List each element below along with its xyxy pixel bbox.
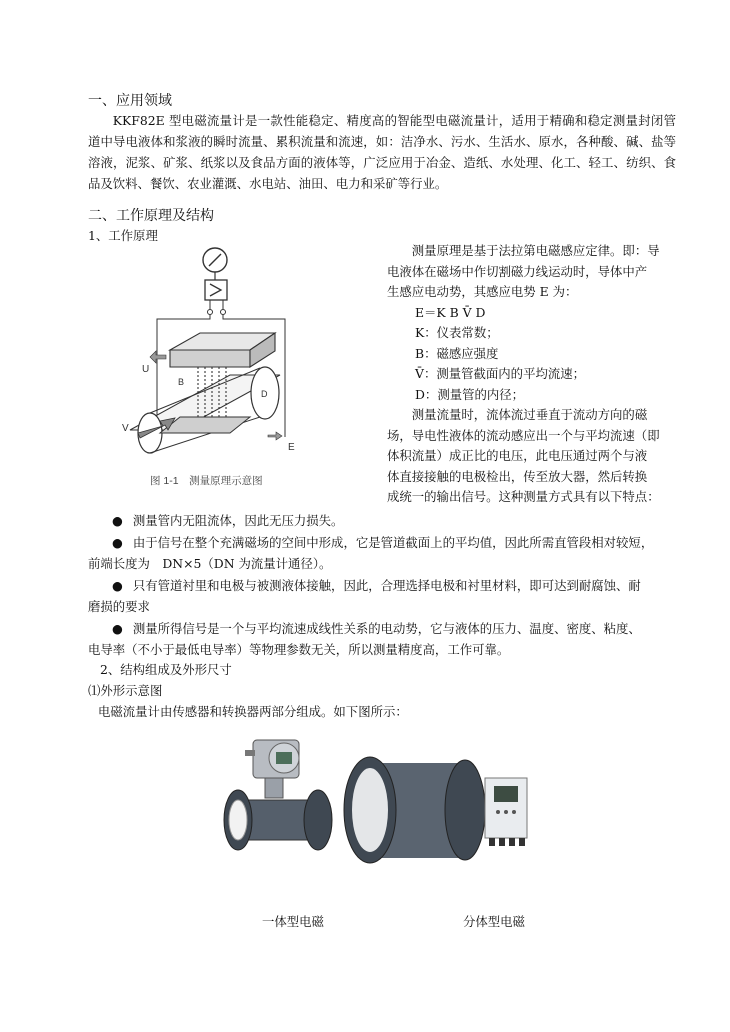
product-photos-svg xyxy=(210,728,540,878)
bullet-icon: ● xyxy=(112,534,123,550)
section-2-heading: 二、工作原理及结构 xyxy=(88,208,214,224)
converter-icon xyxy=(485,778,527,846)
remote-sensor-icon xyxy=(344,757,485,863)
list-item-cont: 电导率（不小于最低电导率）等物理参数无关，所以测量精度高，工作可靠。 xyxy=(88,642,510,657)
label-u: U xyxy=(142,364,150,375)
caption-integrated: 一体型电磁 xyxy=(262,914,324,929)
measure-line: 场，导电性液体的流动感应出一个与平均流速（即 xyxy=(387,427,660,443)
principle-text xyxy=(387,241,677,508)
measure-line: 体积流量）成正比的电压，此电压通过两个与液 xyxy=(387,448,648,463)
list-item: ● 测量所得信号是一个与平均流速成线性关系的电动势，它与液体的压力、温度、密度、粘度、 xyxy=(88,618,678,640)
feature-list xyxy=(88,510,678,661)
label-v: V xyxy=(122,423,129,434)
product-photos xyxy=(210,728,540,878)
bullet-icon: ● xyxy=(112,577,123,593)
subheading-working-principle: 1、工作原理 xyxy=(88,228,158,243)
structure-text: 电磁流量计由传感器和转换器两部分组成。如下图所示： xyxy=(98,704,408,719)
definition-v: V̄：测量管截面内的平均流速； xyxy=(415,366,586,381)
measure-line: 成统一的输出信号。这种测量方式具有以下特点： xyxy=(387,489,660,504)
principle-line: 测量原理是基于法拉第电磁感应定律。即：导 xyxy=(411,243,660,258)
principle-diagram xyxy=(110,245,380,490)
caption-remote: 分体型电磁 xyxy=(463,914,525,929)
principle-diagram-svg xyxy=(110,245,380,490)
integrated-flowmeter-icon xyxy=(224,740,332,850)
list-item-cont: 前端长度为 DN×5（DN 为流量计通径）。 xyxy=(88,556,332,571)
subheading-outline: ⑴外形示意图 xyxy=(88,683,163,698)
figure-caption: 图 1-1 测量原理示意图 xyxy=(150,475,263,487)
subheading-structure: 2、结构组成及外形尺寸 xyxy=(100,662,232,677)
list-item-cont: 磨损的要求 xyxy=(88,599,150,614)
section-1-heading: 一、应用领域 xyxy=(88,93,172,109)
label-b: B xyxy=(178,377,185,387)
list-item: ● 由于信号在整个充满磁场的空间中形成，它是管道截面上的平均值，因此所需直管段相对较短， xyxy=(88,532,678,554)
formula: E＝K B V̄ D xyxy=(415,304,486,320)
measure-line: 体直接接触的电极检出，传至放大器，然后转换 xyxy=(387,468,648,484)
principle-line: 电液体在磁场中作切割磁力线运动时，导体中产 xyxy=(387,263,648,279)
principle-line: 生感应电动势，其感应电势 E 为： xyxy=(387,284,578,299)
definition-k: K：仪表常数； xyxy=(415,325,499,340)
label-d: D xyxy=(261,389,268,399)
amplifier-icon xyxy=(205,280,227,300)
definition-b: B：磁感应强度 xyxy=(415,345,499,361)
measure-line: 测量流量时，流体流过垂直于流动方向的磁 xyxy=(411,407,648,422)
section-1-paragraph: KKF82E 型电磁流量计是一款性能稳定、精度高的智能型电磁流量计，适用于精确和稳定测量封闭管道中导电液体和浆液的瞬时流量、累积流量和流速，如：洁净水、污水、生活水、原水，各种酸、碱、盐等溶液，泥浆、矿浆、纸浆以及食品方面的液体等，广泛应用于冶金、造纸、水处理、化工、轻工、纺织、食品及饮料、餐饮、农业灌溉、水电站、油田、电力和采矿等行业。 xyxy=(88,113,676,191)
list-item: ● 只有管道衬里和电极与被测液体接触，因此，合理选择电极和衬里材料，即可达到耐腐蚀、耐 xyxy=(88,575,678,597)
definition-d: D：测量管的内径； xyxy=(415,386,525,402)
bullet-icon: ● xyxy=(112,513,123,528)
label-e: E xyxy=(288,442,295,453)
bullet-icon: ● xyxy=(112,620,123,636)
list-item: ● 测量管内无阻流体，因此无压力损失。 xyxy=(88,510,678,532)
